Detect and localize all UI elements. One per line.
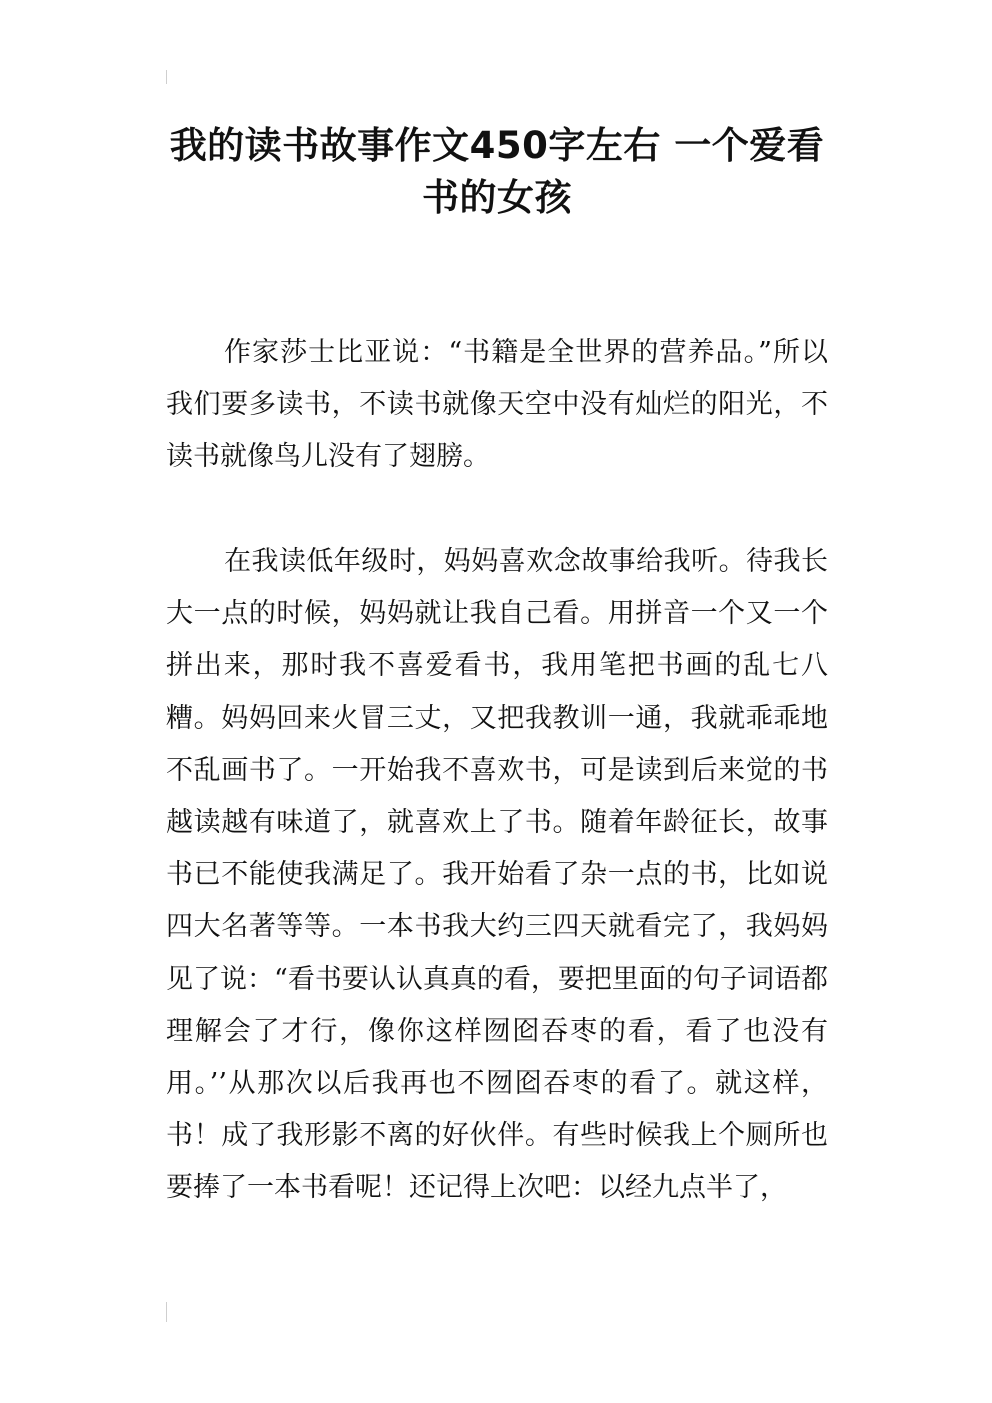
document-title: 我的读书故事作文450字左右 一个爱看书的女孩 — [169, 124, 825, 219]
paragraph-1: 作家莎士比亚说：“书籍是全世界的营养品。”所以我们要多读书，不读书就像天空中没有灿烂的阳光，不读书就像鸟儿没有了翅膀。 — [166, 337, 828, 473]
paragraph-2: 在我读低年级时，妈妈喜欢念故事给我听。待我长大一点的时候，妈妈就让我自己看。用拼音一个又一个拼出来，那时我不喜爱看书，我用笔把书画的乱七八糟。妈妈回来火冒三丈，又把我教训一通，我就乖乖地不乱画书了。一开始我不喜欢书，可是读到后来觉的书越读越有味道了，就喜欢上了书。随着年龄征长，故事书已不能使我满足了。我开始看了杂一点的书，比如说四大名著等等。一本书我大约三四天就看完了，我妈妈见了说：“看书要认认真真的看，要把里面的句子词语都理解会了才行，像你这样囫囵吞枣的看，看了也没有用。’’从那次以后我再也不囫囵吞枣的看了。就这样，书！成了我形影不离的好伙伴。有些时候我上个厕所也要捧了一本书看呢！还记得上次吧：以经九点半了， — [166, 546, 828, 1204]
page-corner-mark — [166, 70, 167, 84]
page-corner-mark — [166, 1302, 167, 1322]
